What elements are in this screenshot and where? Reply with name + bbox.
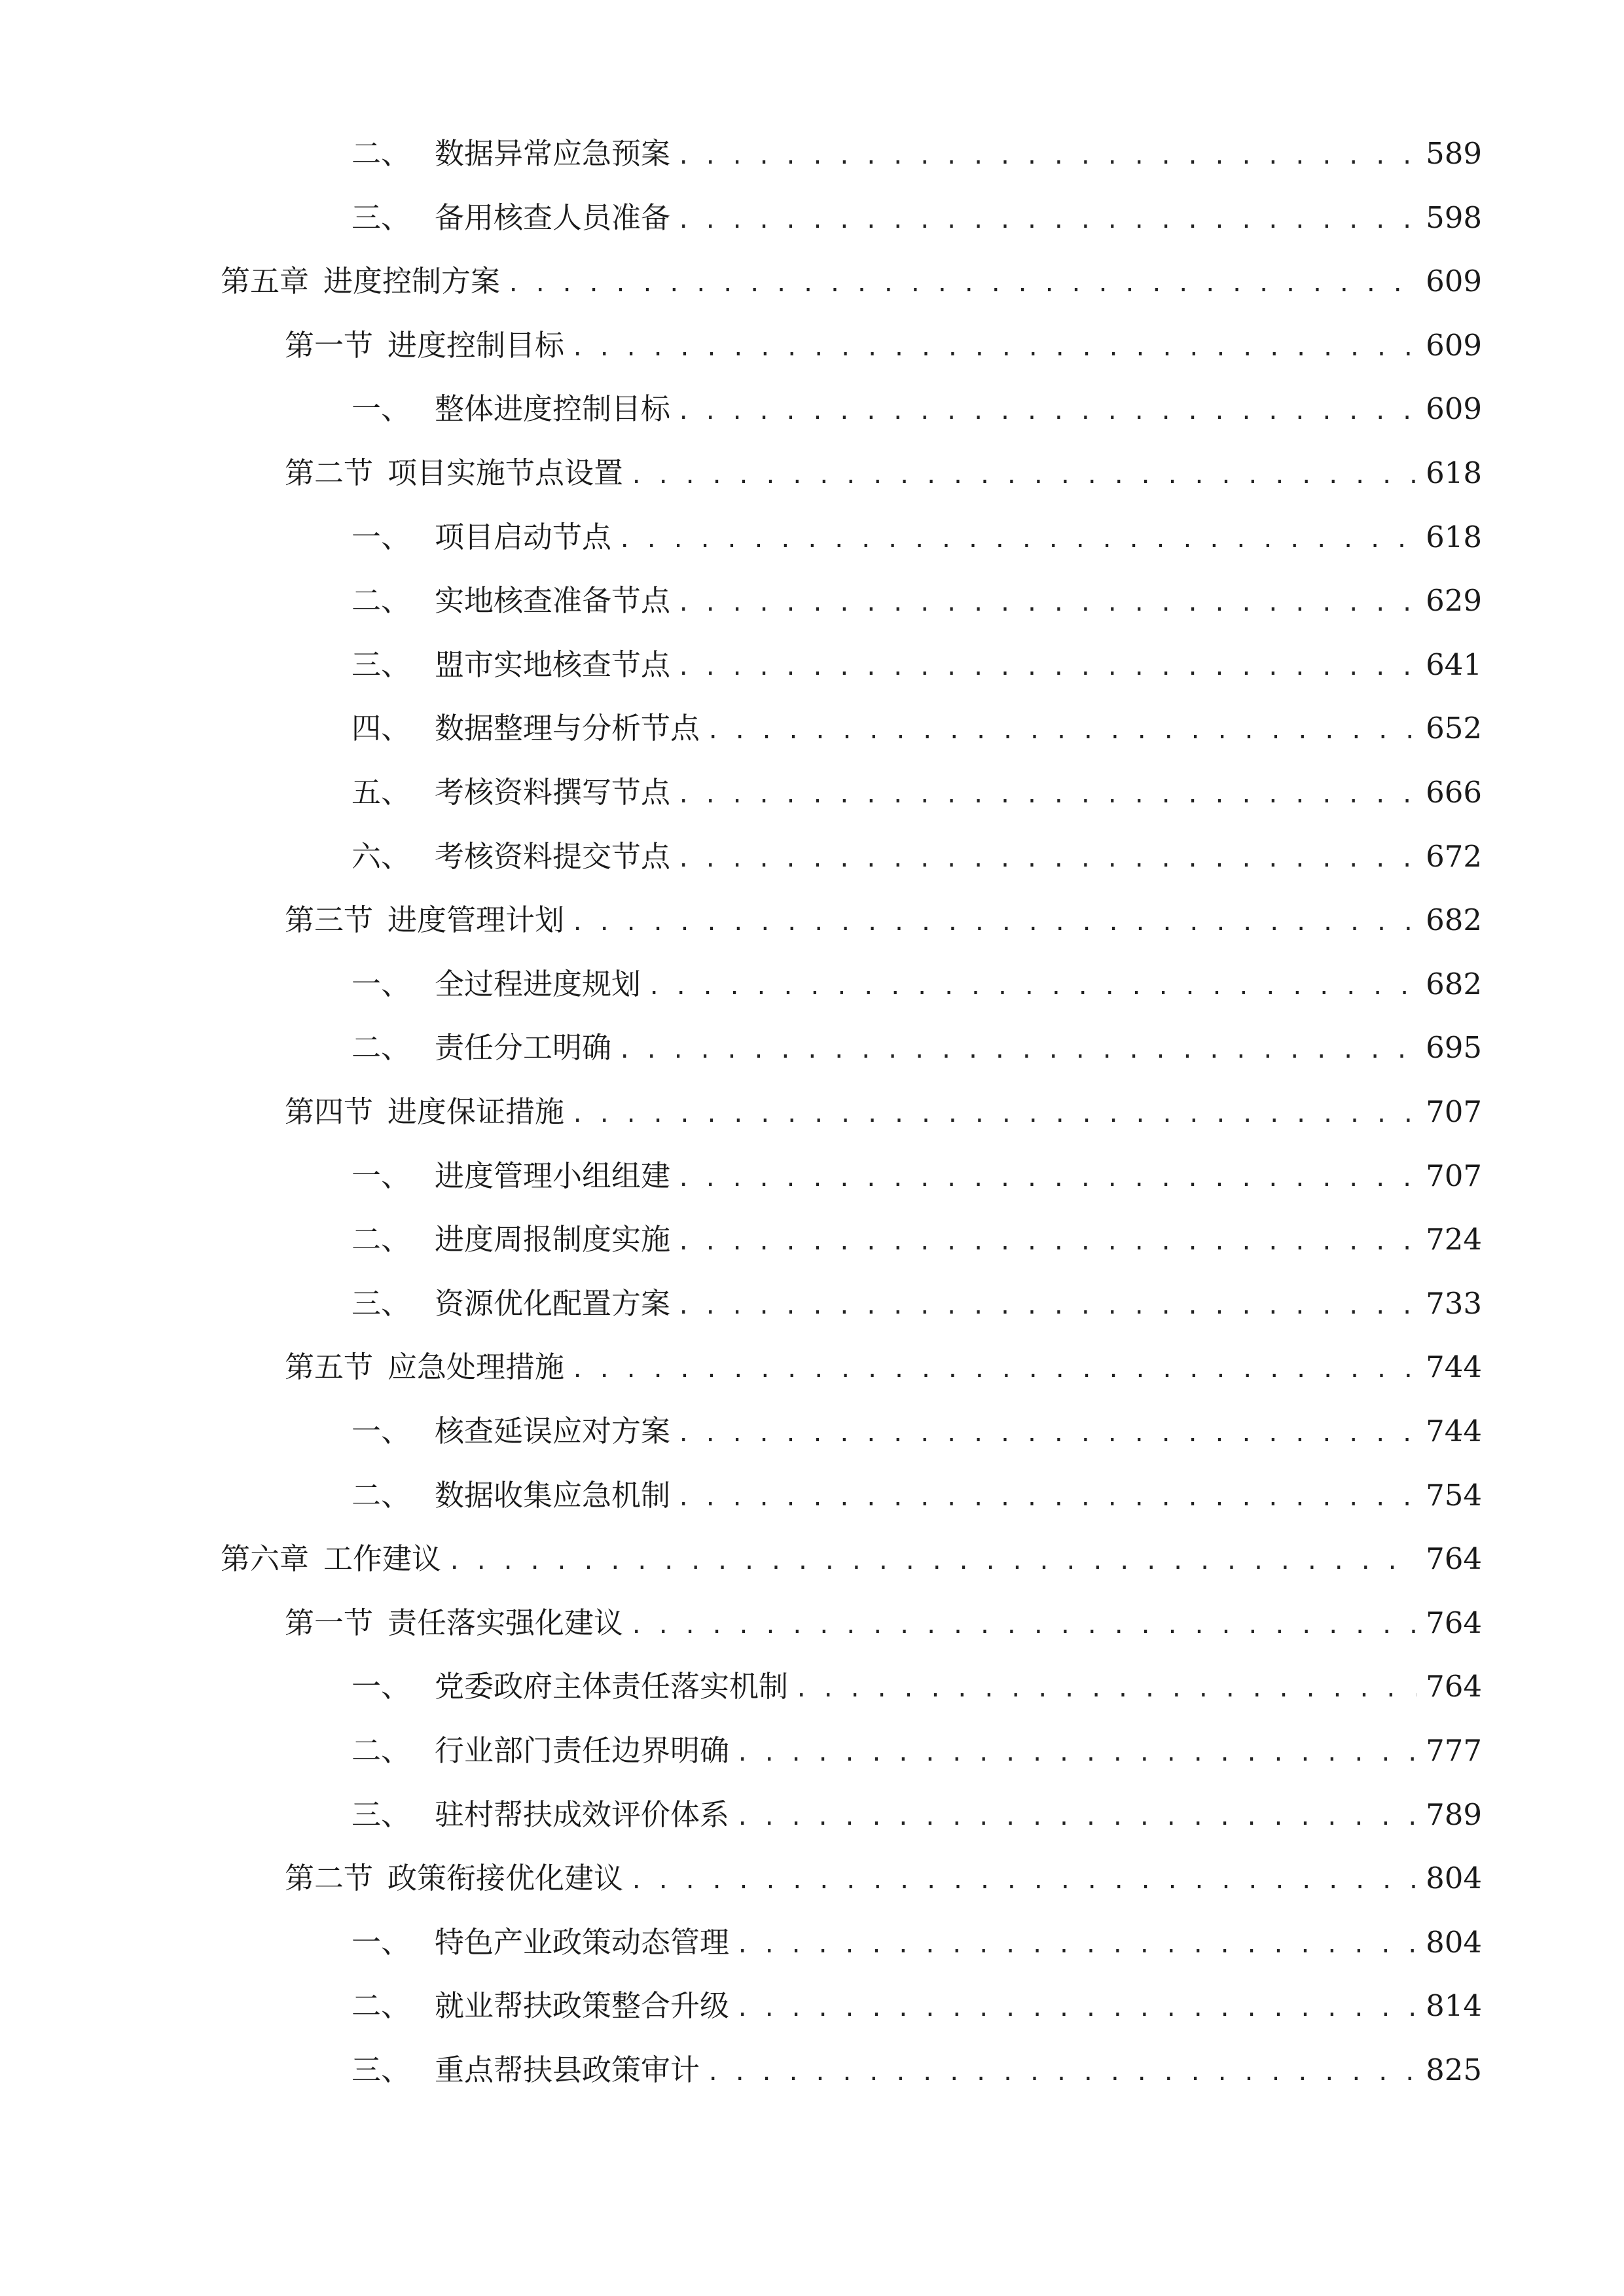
toc-entry-page-number: 598 [1426, 200, 1482, 235]
toc-entry[interactable] [221, 259, 1482, 304]
toc-dot-leader [677, 134, 1416, 179]
toc-entry-number: 五、 [352, 775, 411, 810]
toc-entry-page-number: 777 [1426, 1733, 1482, 1768]
toc-dot-leader [647, 964, 1416, 1010]
toc-entry[interactable] [352, 1728, 1482, 1774]
toc-entry-page-number: 707 [1426, 1158, 1482, 1193]
toc-dot-leader [736, 1731, 1416, 1776]
toc-entry-page-number: 618 [1426, 456, 1482, 490]
toc-entry-number: 第一节 [285, 328, 374, 363]
toc-entry[interactable] [352, 1217, 1482, 1263]
toc-entry-number: 第一节 [285, 1605, 374, 1640]
toc-dot-leader [677, 1219, 1416, 1265]
toc-entry-number: 二、 [352, 1478, 411, 1513]
toc-entry[interactable] [285, 1600, 1482, 1646]
toc-entry-number: 一、 [352, 391, 411, 426]
toc-entry-number: 一、 [352, 520, 411, 554]
toc-entry-number: 三、 [352, 1286, 411, 1321]
toc-entry-page-number: 804 [1426, 1925, 1482, 1960]
toc-entry-number: 三、 [352, 200, 411, 235]
toc-entry-page-number: 609 [1426, 328, 1482, 363]
toc-entry-page-number: 764 [1426, 1541, 1482, 1576]
toc-entry-title: 责任分工明确 [435, 1030, 612, 1065]
toc-entry[interactable] [285, 1089, 1482, 1135]
toc-entry[interactable] [352, 834, 1482, 880]
toc-entry[interactable] [352, 1025, 1482, 1071]
toc-entry-title: 驻村帮扶成效评价体系 [435, 1797, 730, 1832]
toc-entry-number: 一、 [352, 1669, 411, 1704]
toc-entry-page-number: 789 [1426, 1797, 1482, 1832]
toc-entry-title: 特色产业政策动态管理 [435, 1925, 730, 1960]
toc-dot-leader [677, 1475, 1416, 1521]
toc-entry-title: 进度控制目标 [388, 328, 565, 363]
toc-entry-title: 实地核查准备节点 [435, 583, 671, 618]
toc-entry[interactable] [352, 961, 1482, 1007]
toc-entry-title: 政策衔接优化建议 [388, 1861, 624, 1895]
toc-entry-title: 行业部门责任边界明确 [435, 1733, 730, 1768]
toc-entry-number: 一、 [352, 1158, 411, 1193]
toc-dot-leader [507, 261, 1416, 307]
toc-entry[interactable] [285, 323, 1482, 368]
toc-entry-title: 备用核查人员准备 [435, 200, 671, 235]
toc-entry-number: 一、 [352, 1925, 411, 1960]
toc-entry[interactable] [352, 770, 1482, 816]
toc-dot-leader [618, 1028, 1416, 1073]
toc-dot-leader [448, 1539, 1416, 1585]
toc-entry-number: 第三节 [285, 903, 374, 937]
toc-entry-title: 应急处理措施 [388, 1350, 565, 1384]
toc-entry-page-number: 609 [1426, 264, 1482, 298]
toc-entry-number: 二、 [352, 583, 411, 618]
toc-entry[interactable] [352, 131, 1482, 177]
toc-dot-leader [677, 581, 1416, 626]
toc-entry[interactable] [352, 1408, 1482, 1454]
toc-entry-number: 二、 [352, 136, 411, 171]
toc-dot-leader [571, 1092, 1416, 1138]
toc-entry-page-number: 629 [1426, 583, 1482, 618]
toc-entry-title: 整体进度控制目标 [435, 391, 671, 426]
toc-entry-title: 数据收集应急机制 [435, 1478, 671, 1513]
toc-entry[interactable] [352, 578, 1482, 624]
toc-entry-title: 项目启动节点 [435, 520, 612, 554]
toc-entry[interactable] [352, 1983, 1482, 2029]
toc-entry[interactable] [285, 1344, 1482, 1390]
toc-entry[interactable] [352, 386, 1482, 432]
toc-entry-title: 考核资料提交节点 [435, 839, 671, 874]
toc-dot-leader [571, 1347, 1416, 1393]
toc-entry-page-number: 764 [1426, 1605, 1482, 1640]
toc-entry-page-number: 589 [1426, 136, 1482, 171]
toc-entry-page-number: 618 [1426, 520, 1482, 554]
toc-entry-title: 全过程进度规划 [435, 967, 641, 1001]
toc-dot-leader [795, 1666, 1416, 1712]
toc-entry-page-number: 825 [1426, 2053, 1482, 2087]
toc-entry-title: 考核资料撰写节点 [435, 775, 671, 810]
toc-entry-title: 重点帮扶县政策审计 [435, 2053, 700, 2087]
toc-entry-page-number: 682 [1426, 903, 1482, 937]
toc-entry[interactable] [352, 2047, 1482, 2093]
toc-entry-number: 第五章 [221, 264, 310, 298]
toc-entry-number: 四、 [352, 711, 411, 745]
toc-dot-leader [677, 1411, 1416, 1457]
toc-entry-number: 第二节 [285, 456, 374, 490]
toc-entry-number: 三、 [352, 2053, 411, 2087]
toc-entry-title: 核查延误应对方案 [435, 1414, 671, 1448]
toc-entry-page-number: 814 [1426, 1988, 1482, 2023]
toc-entry-number: 一、 [352, 967, 411, 1001]
toc-dot-leader [630, 1603, 1416, 1649]
toc-dot-leader [630, 1858, 1416, 1904]
toc-dot-leader [677, 772, 1416, 818]
toc-entry-title: 项目实施节点设置 [388, 456, 624, 490]
toc-entry-number: 二、 [352, 1030, 411, 1065]
toc-dot-leader [571, 900, 1416, 946]
toc-entry-page-number: 804 [1426, 1861, 1482, 1895]
toc-entry-number: 二、 [352, 1222, 411, 1257]
toc-entry-number: 第四节 [285, 1094, 374, 1129]
toc-dot-leader [677, 1156, 1416, 1202]
toc-entry-page-number: 682 [1426, 967, 1482, 1001]
toc-entry-title: 党委政府主体责任落实机制 [435, 1669, 789, 1704]
toc-dot-leader [736, 1795, 1416, 1840]
toc-entry-title: 数据异常应急预案 [435, 136, 671, 171]
toc-entry-page-number: 641 [1426, 647, 1482, 682]
toc-entry[interactable] [352, 706, 1482, 751]
toc-dot-leader [677, 836, 1416, 882]
toc-entry-title: 进度管理小组组建 [435, 1158, 671, 1193]
toc-entry-page-number: 744 [1426, 1414, 1482, 1448]
toc-dot-leader [571, 325, 1416, 371]
toc-dot-leader [618, 517, 1416, 563]
toc-dot-leader [677, 645, 1416, 691]
toc-entry-page-number: 754 [1426, 1478, 1482, 1513]
toc-entry-number: 三、 [352, 1797, 411, 1832]
toc-entry-title: 盟市实地核查节点 [435, 647, 671, 682]
toc-entry-title: 工作建议 [323, 1541, 442, 1576]
toc-entry[interactable] [352, 1281, 1482, 1327]
toc-dot-leader [706, 2050, 1416, 2096]
toc-dot-leader [706, 708, 1416, 754]
toc-entry-page-number: 733 [1426, 1286, 1482, 1321]
toc-dot-leader [677, 1283, 1416, 1329]
toc-entry-number: 第二节 [285, 1861, 374, 1895]
toc-entry-title: 进度管理计划 [388, 903, 565, 937]
toc-entry-page-number: 764 [1426, 1669, 1482, 1704]
toc-entry[interactable] [352, 514, 1482, 560]
toc-entry-title: 资源优化配置方案 [435, 1286, 671, 1321]
toc-dot-leader [677, 389, 1416, 435]
toc-dot-leader [736, 1922, 1416, 1968]
toc-entry-number: 二、 [352, 1988, 411, 2023]
toc-entry[interactable] [221, 1536, 1482, 1582]
toc-entry-page-number: 609 [1426, 391, 1482, 426]
toc-entry-title: 进度保证措施 [388, 1094, 565, 1129]
toc-entry-number: 第六章 [221, 1541, 310, 1576]
toc-entry-title: 责任落实强化建议 [388, 1605, 624, 1640]
toc-entry-number: 二、 [352, 1733, 411, 1768]
toc-entry[interactable] [285, 1856, 1482, 1901]
toc-entry-page-number: 666 [1426, 775, 1482, 810]
toc-entry-number: 一、 [352, 1414, 411, 1448]
toc-entry[interactable] [285, 450, 1482, 496]
toc-dot-leader [630, 453, 1416, 499]
toc-entry-page-number: 652 [1426, 711, 1482, 745]
toc-entry[interactable] [352, 642, 1482, 688]
toc-entry-page-number: 672 [1426, 839, 1482, 874]
toc-entry-page-number: 707 [1426, 1094, 1482, 1129]
toc-entry-title: 就业帮扶政策整合升级 [435, 1988, 730, 2023]
toc-entry[interactable] [352, 195, 1482, 241]
toc-entry-title: 进度控制方案 [323, 264, 501, 298]
toc-entry-number: 三、 [352, 647, 411, 682]
toc-entry[interactable] [352, 1153, 1482, 1199]
toc-dot-leader [677, 198, 1416, 243]
toc-entry-title: 进度周报制度实施 [435, 1222, 671, 1257]
toc-entry-page-number: 744 [1426, 1350, 1482, 1384]
toc-entry-title: 数据整理与分析节点 [435, 711, 700, 745]
toc-entry[interactable] [352, 1920, 1482, 1965]
toc-entry-number: 第五节 [285, 1350, 374, 1384]
toc-entry[interactable] [352, 1792, 1482, 1838]
toc-entry[interactable] [352, 1473, 1482, 1518]
toc-entry[interactable] [285, 897, 1482, 943]
toc-entry-page-number: 724 [1426, 1222, 1482, 1257]
toc-entry-page-number: 695 [1426, 1030, 1482, 1065]
toc-dot-leader [736, 1986, 1416, 2032]
toc-entry[interactable] [352, 1664, 1482, 1710]
toc-entry-number: 六、 [352, 839, 411, 874]
